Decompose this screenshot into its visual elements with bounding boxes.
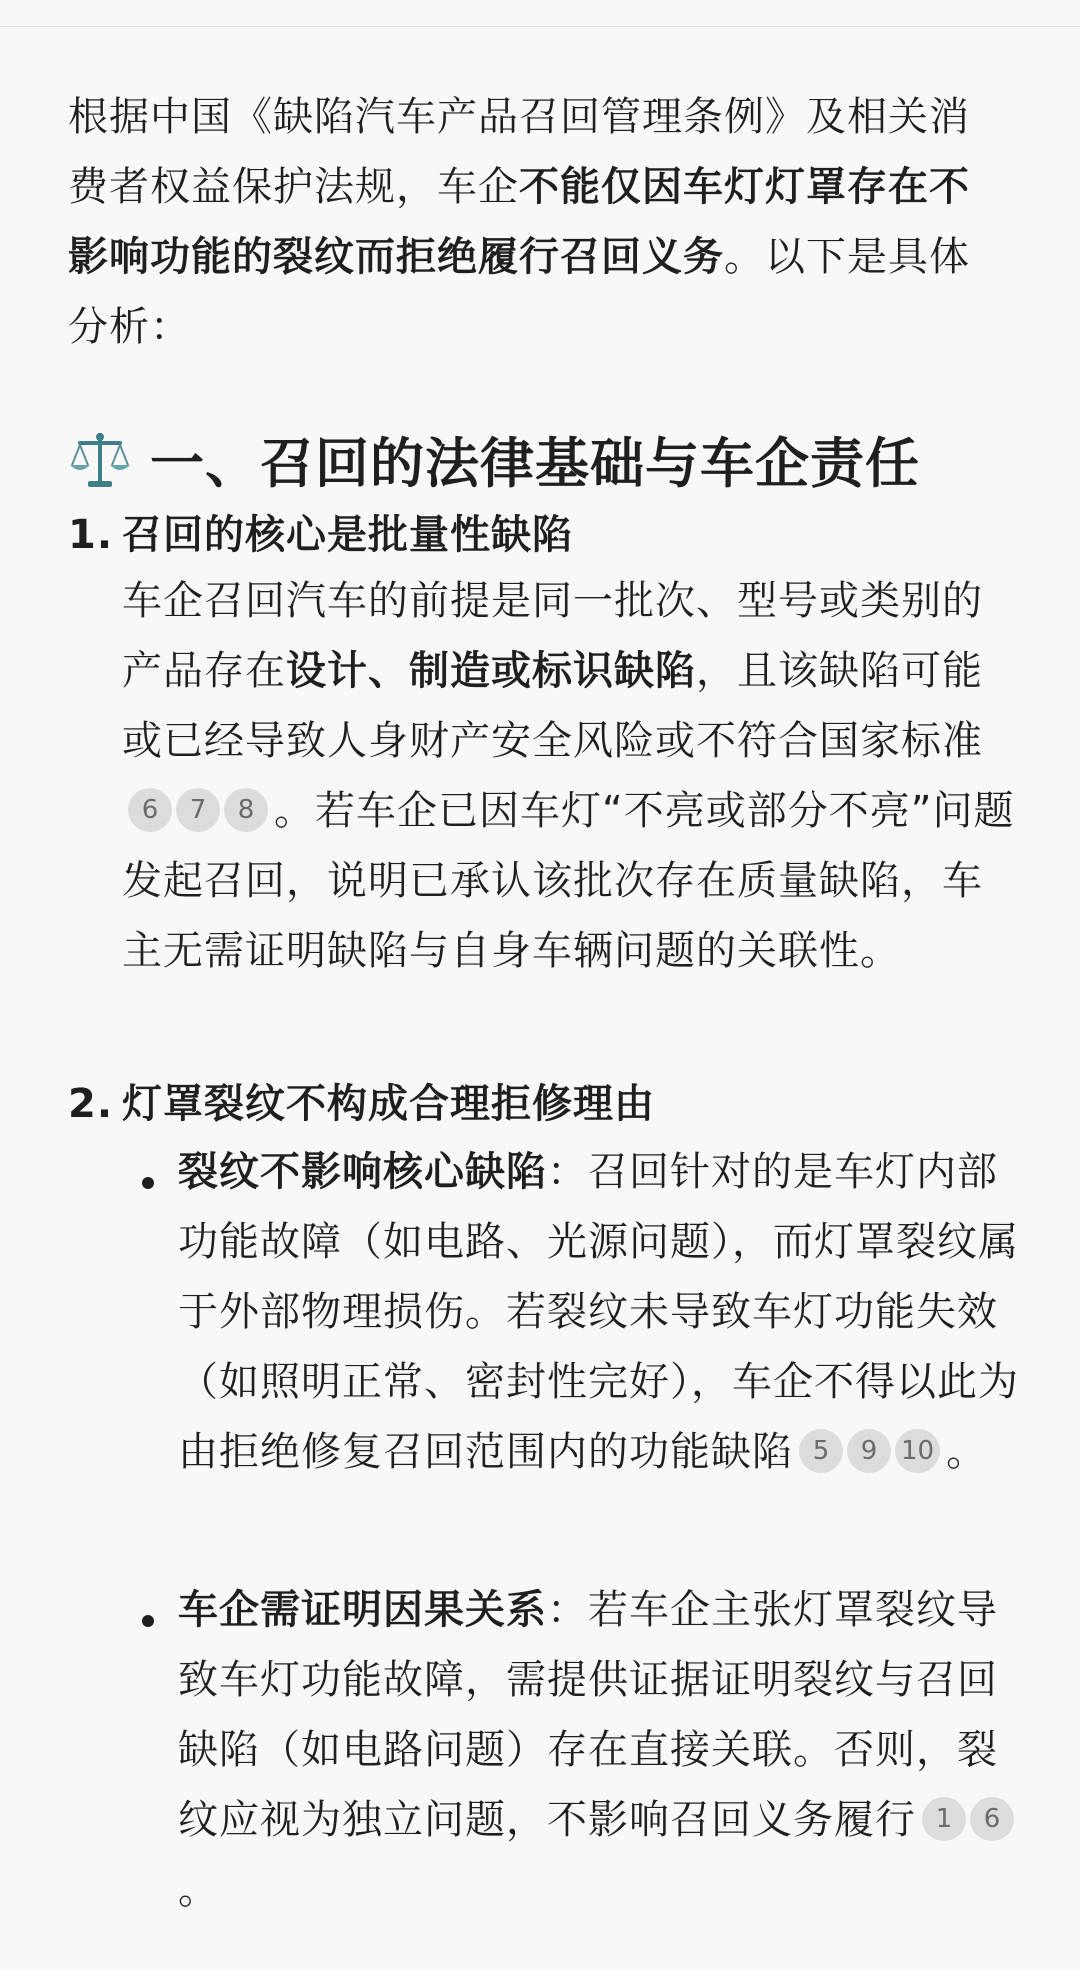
bullet-dot xyxy=(142,1615,154,1627)
section-heading xyxy=(68,409,920,509)
citation-badge[interactable]: 5 xyxy=(799,1429,843,1473)
bullet-item-2 xyxy=(178,1575,1028,1925)
citation-badge[interactable]: 1 xyxy=(922,1797,966,1841)
bullet-1-bold: 裂纹不影响核心缺陷 xyxy=(178,1149,547,1195)
item1-text-1: 车企召回汽车的前提是同一批次、型号或类别的产品存在 xyxy=(122,578,983,694)
citation-badge[interactable]: 8 xyxy=(224,788,268,832)
intro-text-2: 。以下是具体分析： xyxy=(68,234,970,350)
intro-bold-conclusion: 不能仅因车灯灯罩存在不影响功能的裂纹而拒绝履行召回义务 xyxy=(68,164,970,280)
list-number-2: 2. xyxy=(68,1081,114,1127)
section-title: 一、召回的法律基础与车企责任 xyxy=(150,431,920,495)
bullet-2-end: 。 xyxy=(178,1867,219,1913)
bullet-2-bold: 车企需证明因果关系 xyxy=(178,1587,547,1633)
citation-group-3 xyxy=(922,1797,1014,1841)
citation-group-1 xyxy=(128,788,268,832)
item1-text-3: 。若车企已因车灯“不亮或部分不亮”问题发起召回，说明已承认该批次存在质量缺陷，车主无需证明缺陷与自身车辆问题的关联性。 xyxy=(122,788,1015,974)
list-item-2-title xyxy=(68,1074,655,1134)
citation-badge[interactable]: 7 xyxy=(176,788,220,832)
citation-badge[interactable]: 6 xyxy=(970,1797,1014,1841)
bullet-1-end: 。 xyxy=(946,1429,988,1475)
citation-group-2 xyxy=(799,1429,940,1473)
citation-badge[interactable]: 10 xyxy=(895,1429,940,1473)
list-number-1: 1. xyxy=(68,512,114,558)
list-item-1-body xyxy=(122,566,1022,986)
balance-scale-icon xyxy=(68,427,132,491)
intro-paragraph xyxy=(68,82,1008,362)
citation-badge[interactable]: 9 xyxy=(847,1429,891,1473)
list-title-2-text: 灯罩裂纹不构成合理拒修理由 xyxy=(122,1081,655,1127)
bullet-2-text: ：若车企主张灯罩裂纹导致车灯功能故障，需提供证据证明裂纹与召回缺陷（如电路问题）存在直接关联。否则，裂纹应视为独立问题，不影响召回义务履行 xyxy=(178,1587,998,1843)
item1-bold-defects: 设计、制造或标识缺陷 xyxy=(286,648,696,694)
list-title-1-text: 召回的核心是批量性缺陷 xyxy=(122,512,573,558)
bullet-1-text: ：召回针对的是车灯内部功能故障（如电路、光源问题），而灯罩裂纹属于外部物理损伤。若裂纹未导致车灯功能失效（如照明正常、密封性完好），车企不得以此为由拒绝修复召回范围内的功能缺陷 xyxy=(178,1149,1019,1475)
bullet-dot xyxy=(142,1177,154,1189)
top-divider xyxy=(0,0,1080,27)
bullet-item-1 xyxy=(178,1137,1028,1487)
citation-badge[interactable]: 6 xyxy=(128,788,172,832)
intro-text-1: 根据中国《缺陷汽车产品召回管理条例》及相关消费者权益保护法规，车企 xyxy=(68,94,970,210)
item1-text-2: ，且该缺陷可能或已经导致人身财产安全风险或不符合国家标准 xyxy=(122,648,983,764)
list-item-1-title xyxy=(68,505,573,565)
